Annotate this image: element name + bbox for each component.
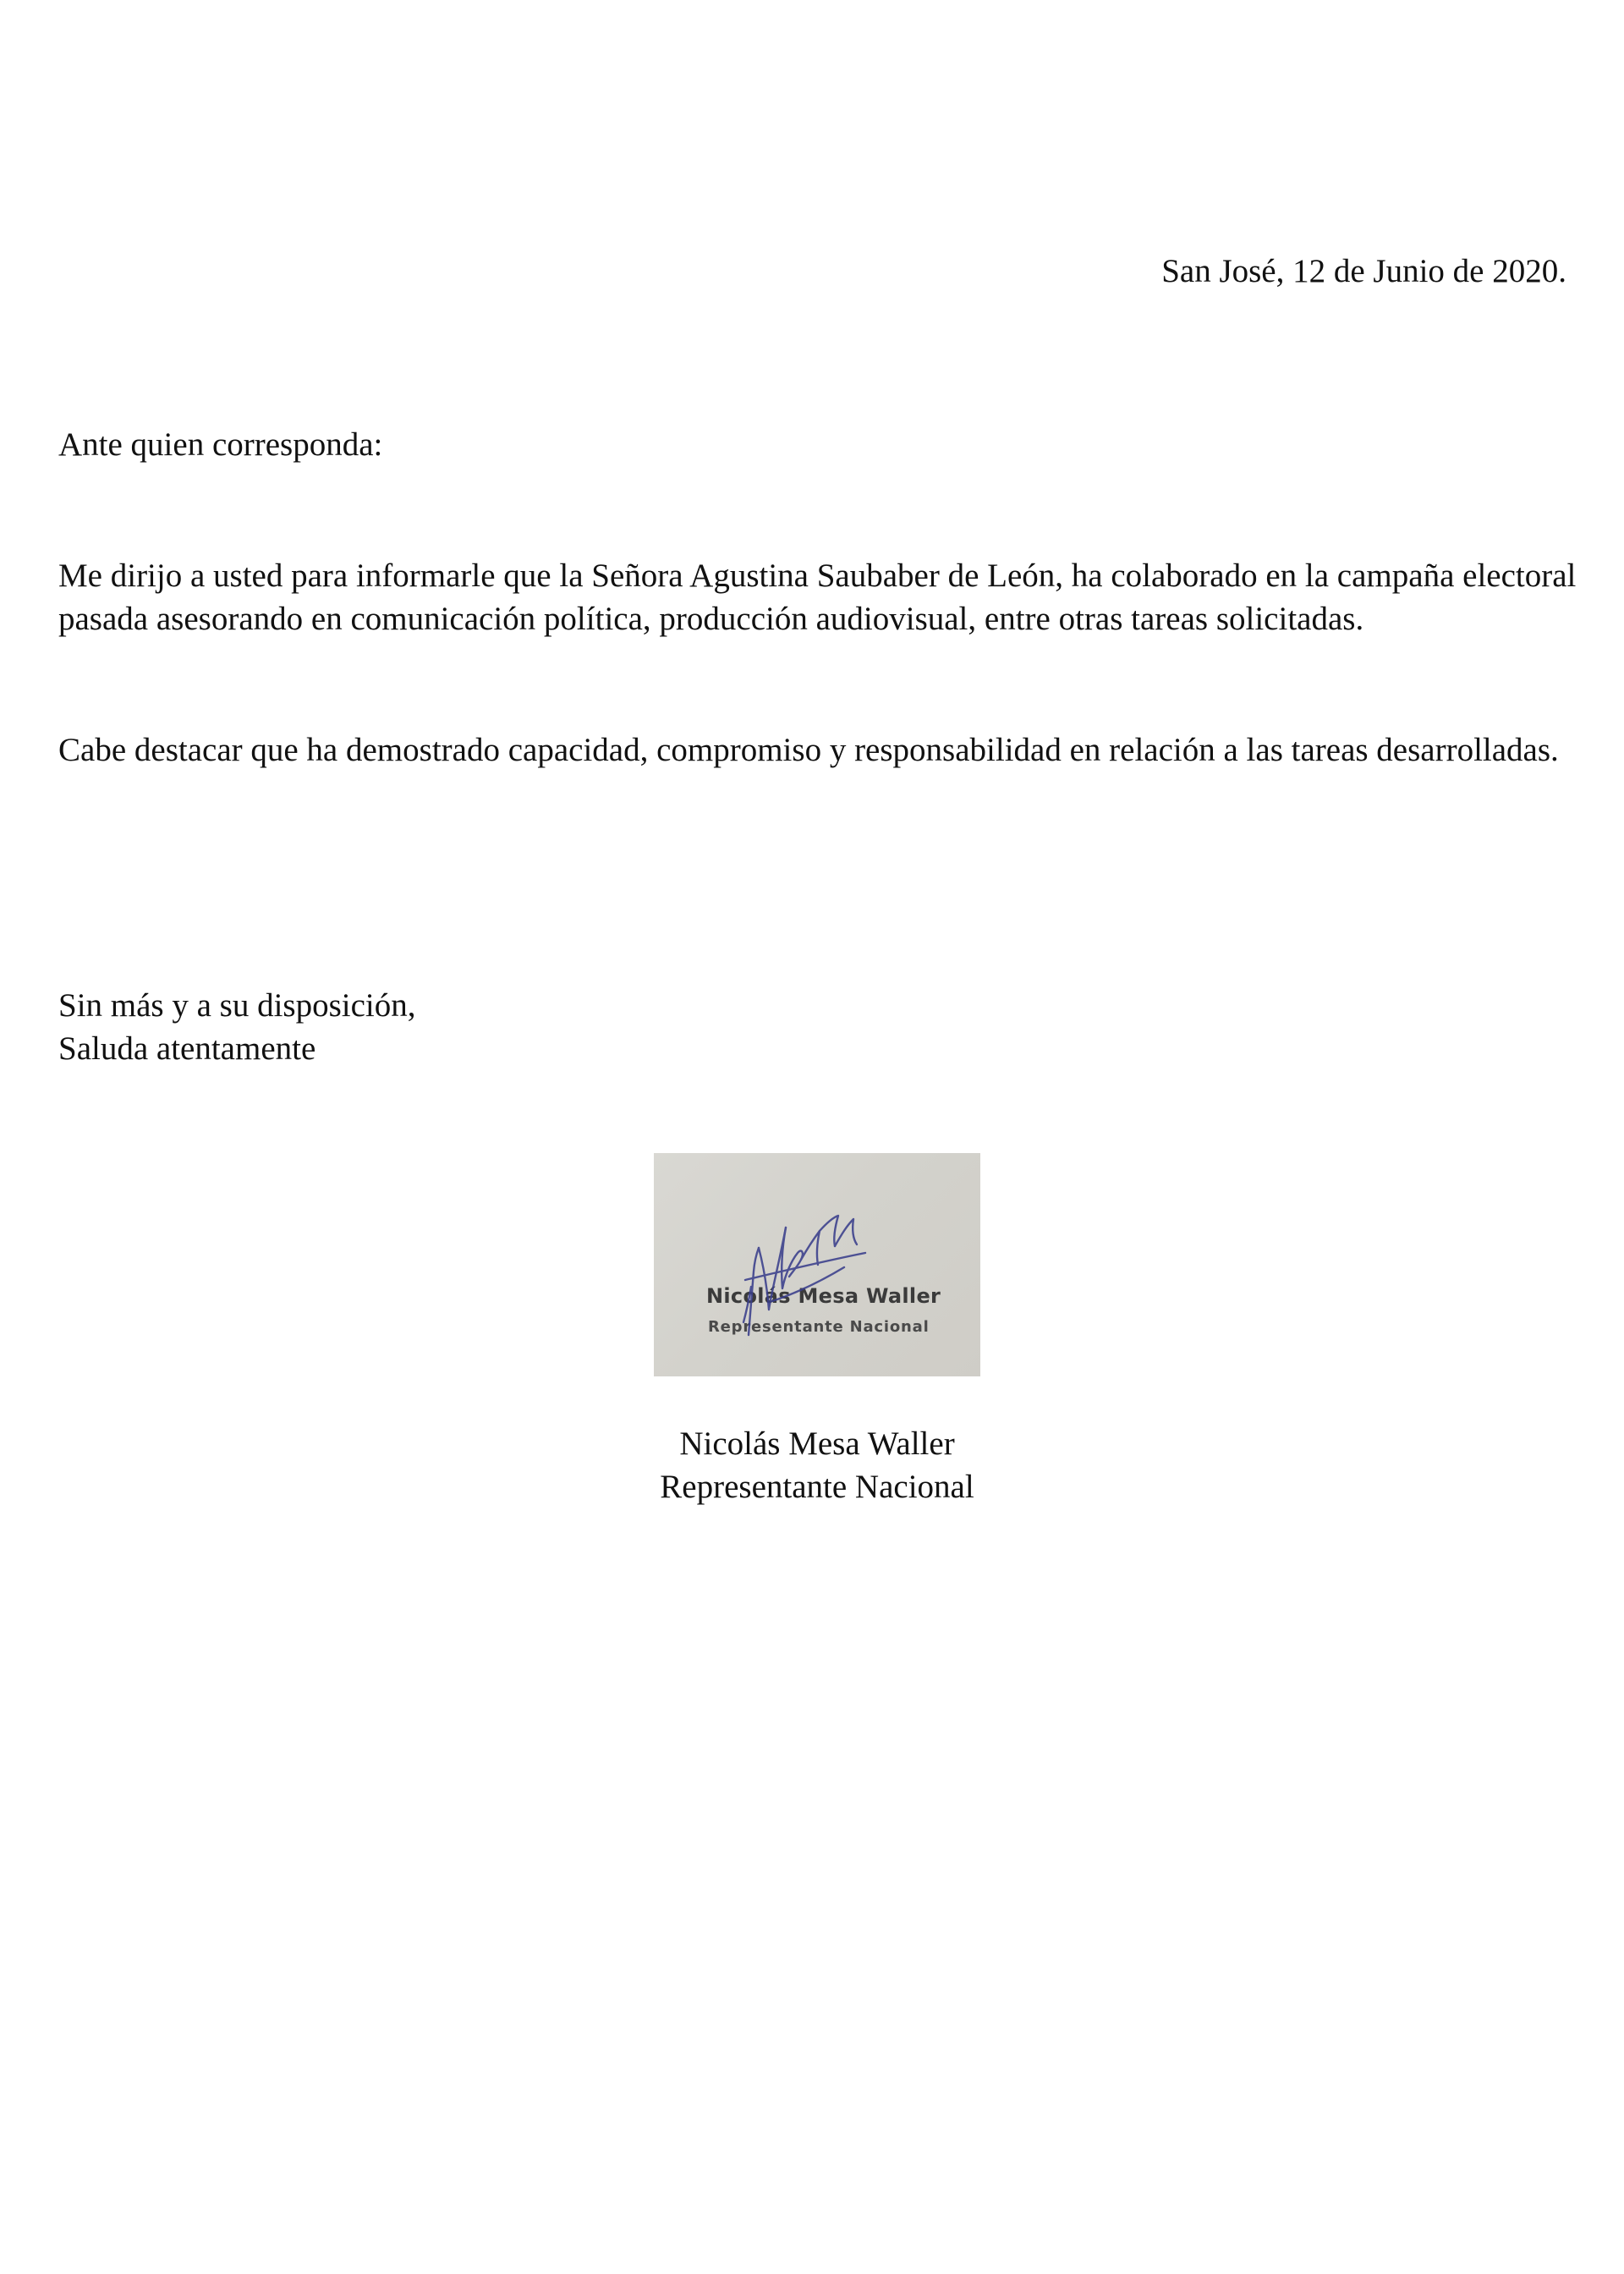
- handwritten-signature-icon: [654, 1153, 980, 1376]
- date-line: San José, 12 de Junio de 2020.: [1161, 253, 1566, 289]
- signer-block: [0, 1422, 1624, 1508]
- signer-title: Representante Nacional: [660, 1469, 974, 1505]
- salutation: Ante quien corresponda:: [58, 426, 383, 463]
- closing-line-1: Sin más y a su disposición,: [58, 987, 416, 1024]
- signer-name: Nicolás Mesa Waller: [679, 1425, 955, 1462]
- stamp-name: Nicolás Mesa Waller: [706, 1284, 941, 1308]
- body-paragraph-2: Cabe destacar que ha demostrado capacidad, compromiso y responsabilidad en relación a las tareas desarrolladas.: [58, 732, 1559, 768]
- closing: [58, 984, 416, 1070]
- body-paragraph-1: Me dirijo a usted para informarle que la Señora Agustina Saubaber de León, ha colaborado en la campaña electoral pasada asesorando en comunicación política, producción audiovisual, entre otras tareas solicitadas.: [58, 558, 1577, 637]
- stamp-role: Representante Nacional: [708, 1318, 930, 1336]
- signature-stamp-image: [654, 1153, 980, 1376]
- closing-line-2: Saluda atentamente: [58, 1030, 316, 1067]
